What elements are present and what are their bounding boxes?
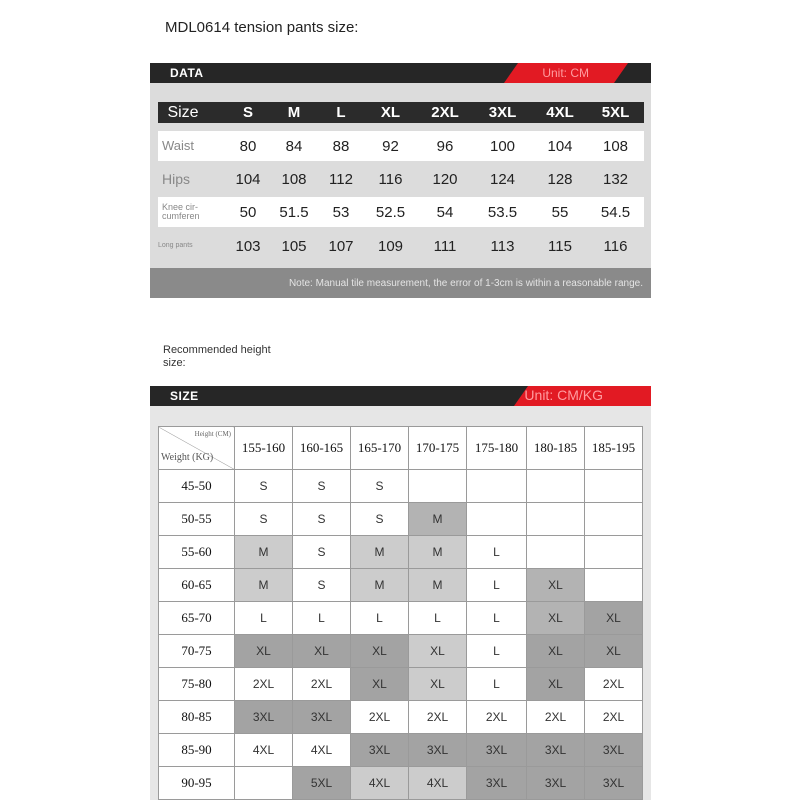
size-cell: M [409, 569, 467, 602]
size-cell: XL [527, 569, 585, 602]
size-cell: S [235, 503, 293, 536]
size-header-cell: M [287, 104, 301, 121]
measurement-value: 108 [602, 137, 629, 155]
unit-label: Unit: CM/KG [524, 387, 603, 403]
measurement-value: 100 [489, 137, 516, 155]
size-header-row [158, 102, 644, 123]
size-cell [467, 470, 527, 503]
measurement-label: Knee cir- cumferen [162, 201, 200, 221]
height-weight-table [158, 426, 643, 800]
table-row [159, 701, 643, 734]
measurement-value: 53.5 [487, 203, 518, 221]
size-cell: XL [351, 635, 409, 668]
measurement-value: 112 [329, 170, 353, 188]
measurement-row [158, 197, 644, 227]
size-chart-panel [150, 386, 651, 800]
size-cell: S [351, 503, 409, 536]
measurement-value: 54.5 [600, 203, 631, 221]
measurement-value: 84 [285, 137, 303, 155]
size-header-label: Size [167, 103, 199, 121]
size-cell: M [235, 569, 293, 602]
size-cell: S [293, 536, 351, 569]
size-cell: 4XL [409, 767, 467, 800]
measurement-value: 116 [378, 170, 403, 188]
size-cell [585, 470, 643, 503]
size-cell: XL [527, 635, 585, 668]
measurement-value: 103 [235, 237, 261, 255]
measurement-value: 104 [235, 170, 261, 188]
weight-row-header: 55-60 [159, 536, 235, 569]
size-cell [527, 470, 585, 503]
size-cell: 4XL [351, 767, 409, 800]
size-cell: 2XL [293, 668, 351, 701]
size-cell: M [409, 536, 467, 569]
size-cell: XL [351, 668, 409, 701]
table-row [159, 536, 643, 569]
table-row [159, 503, 643, 536]
height-column-header: 185-195 [585, 427, 643, 470]
size-cell: 3XL [409, 734, 467, 767]
height-column-header: 175-180 [467, 427, 527, 470]
recommended-title: Recommended height size: [163, 344, 271, 369]
measurement-value: 50 [239, 203, 257, 221]
measurement-value: 113 [490, 237, 515, 255]
size-cell: 3XL [585, 734, 643, 767]
measurement-value: 109 [377, 237, 404, 255]
size-cell: XL [235, 635, 293, 668]
size-cell: 2XL [351, 701, 409, 734]
size-cell: M [235, 536, 293, 569]
size-header-bar [150, 386, 651, 406]
measurement-value: 105 [281, 237, 307, 255]
measurement-value: 115 [548, 237, 572, 255]
table-corner-cell [159, 427, 235, 470]
size-cell: 2XL [467, 701, 527, 734]
size-cell [585, 536, 643, 569]
size-cell [527, 536, 585, 569]
size-cell: XL [527, 602, 585, 635]
unit-label: Unit: CM [542, 66, 589, 80]
size-cell: 3XL [351, 734, 409, 767]
measurement-value: 132 [602, 170, 629, 188]
size-cell [409, 470, 467, 503]
weight-row-header: 45-50 [159, 470, 235, 503]
measurement-value: 53 [332, 203, 350, 221]
measurement-row [158, 131, 644, 161]
size-cell: 4XL [293, 734, 351, 767]
height-column-header: 165-170 [351, 427, 409, 470]
measurement-label: Hips [162, 170, 191, 187]
size-cell: XL [527, 668, 585, 701]
size-cell: L [467, 635, 527, 668]
measurement-row [158, 164, 644, 194]
measurement-label: Waist [162, 138, 195, 154]
measurement-value: 92 [382, 137, 399, 155]
height-column-header: 180-185 [527, 427, 585, 470]
data-header-label: DATA [170, 66, 204, 80]
size-cell [235, 767, 293, 800]
size-cell: L [351, 602, 409, 635]
measurement-label: Long pants [158, 242, 193, 250]
measurement-value: 54 [436, 203, 454, 221]
table-row [159, 767, 643, 800]
size-cell: S [293, 569, 351, 602]
size-cell: 3XL [527, 767, 585, 800]
size-cell: XL [585, 602, 643, 635]
size-cell: 3XL [467, 767, 527, 800]
size-cell: L [409, 602, 467, 635]
measurement-value: 51.5 [279, 203, 309, 221]
measurement-value: 120 [432, 170, 458, 188]
measurement-value: 111 [433, 237, 457, 255]
table-row [159, 569, 643, 602]
size-cell: 2XL [235, 668, 293, 701]
size-header-cell: 2XL [431, 104, 459, 121]
size-cell [467, 503, 527, 536]
size-cell [527, 503, 585, 536]
table-row [159, 668, 643, 701]
weight-row-header: 85-90 [159, 734, 235, 767]
size-cell: M [351, 536, 409, 569]
size-cell: 2XL [585, 701, 643, 734]
table-row [159, 602, 643, 635]
table-row [159, 734, 643, 767]
size-cell: 3XL [467, 734, 527, 767]
measurement-value: 88 [332, 137, 350, 155]
measurement-value: 52.5 [375, 203, 406, 221]
measurement-value: 104 [547, 137, 573, 155]
size-cell: M [351, 569, 409, 602]
size-cell: L [293, 602, 351, 635]
measurement-value: 124 [489, 170, 516, 188]
size-cell: XL [409, 668, 467, 701]
measurement-value: 55 [551, 203, 569, 221]
size-cell: L [467, 602, 527, 635]
measurement-value: 80 [239, 137, 257, 155]
size-cell: 3XL [527, 734, 585, 767]
measurement-value: 128 [547, 170, 573, 188]
size-cell: L [467, 536, 527, 569]
size-cell: M [409, 503, 467, 536]
size-cell: 2XL [585, 668, 643, 701]
size-cell: 5XL [293, 767, 351, 800]
measurement-value: 108 [281, 170, 307, 188]
size-cell: S [235, 470, 293, 503]
height-column-header: 155-160 [235, 427, 293, 470]
size-header-label: SIZE [170, 389, 199, 403]
size-cell: S [293, 470, 351, 503]
weight-row-header: 80-85 [159, 701, 235, 734]
size-header-cell: 3XL [488, 104, 517, 121]
size-cell [585, 503, 643, 536]
size-cell: 4XL [235, 734, 293, 767]
size-cell [585, 569, 643, 602]
size-cell: 3XL [235, 701, 293, 734]
height-column-header: 160-165 [293, 427, 351, 470]
measurement-value: 107 [328, 237, 354, 255]
size-cell: L [467, 668, 527, 701]
measurement-panel [150, 63, 651, 298]
size-cell: XL [585, 635, 643, 668]
size-header-cell: 5XL [601, 104, 630, 121]
measurement-value: 96 [436, 137, 454, 155]
size-header-cell: XL [380, 104, 401, 121]
weight-row-header: 90-95 [159, 767, 235, 800]
height-column-header: 170-175 [409, 427, 467, 470]
size-cell: 3XL [585, 767, 643, 800]
weight-row-header: 70-75 [159, 635, 235, 668]
size-cell: 2XL [527, 701, 585, 734]
data-header-bar [150, 63, 651, 83]
size-cell: 2XL [409, 701, 467, 734]
weight-axis-label: Weight (KG) [161, 452, 214, 463]
size-header-cell: L [336, 104, 346, 121]
size-cell: L [235, 602, 293, 635]
size-header-cell: 4XL [546, 104, 574, 121]
measurement-row [158, 231, 644, 261]
table-row [159, 635, 643, 668]
weight-row-header: 75-80 [159, 668, 235, 701]
size-header-cell: S [242, 104, 253, 121]
weight-row-header: 65-70 [159, 602, 235, 635]
size-cell: S [351, 470, 409, 503]
height-axis-label: Height (CM) [194, 430, 231, 438]
table-row [159, 470, 643, 503]
weight-row-header: 60-65 [159, 569, 235, 602]
page-title: MDL0614 tension pants size: [165, 19, 359, 36]
size-cell: S [293, 503, 351, 536]
weight-row-header: 50-55 [159, 503, 235, 536]
size-cell: XL [293, 635, 351, 668]
size-cell: L [467, 569, 527, 602]
size-cell: XL [409, 635, 467, 668]
measurement-note: Note: Manual tile measurement, the error of 1-3cm is within a reasonable range. [150, 268, 651, 298]
measurement-value: 116 [603, 237, 628, 255]
size-cell: 3XL [293, 701, 351, 734]
